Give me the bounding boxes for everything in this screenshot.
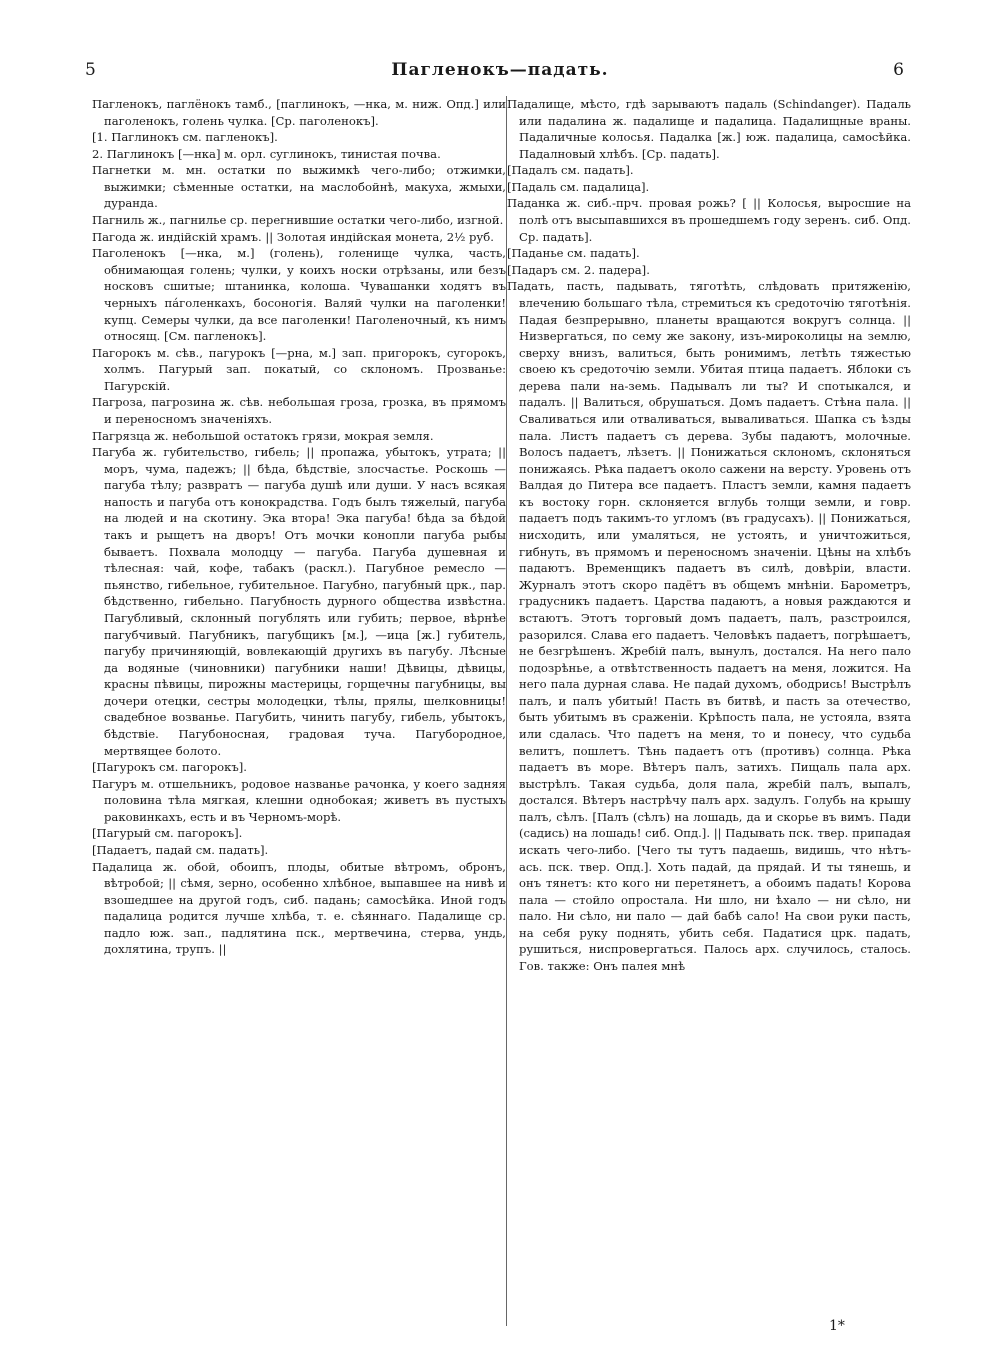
dictionary-entry: Падалица ж. обой, обоипъ, плоды, обитые вѣтромъ, обронъ, вѣтробой; || сѣмя, зерно, особенно хлѣбное, выпавшее на нивѣ и взошедшее на другой годъ, сиб. падань; самосѣйка. Иной годъ падалица родится лучше хлѣба, т. е. сѣяннаго. Падалище ср. падло юж. зап., падлятина пск., мертвечина, стерва, ундь, дохлятина, трупъ. || [92, 859, 506, 957]
page-number-right: 6 [893, 60, 905, 80]
dictionary-entry: 2. Паглинокъ [—нка] м. орл. суглинокъ, тинистая почва. [92, 146, 441, 161]
dictionary-entry: Паданка ж. сиб.-прч. провая рожь? [ || Колосья, выросшие на полѣ отъ высыпавшихся въ прошедшемъ году зеренъ. сиб. Опд. Ср. падать]. [507, 196, 911, 244]
dictionary-entry: Пагнетки м. мн. остатки по выжимкѣ чего-либо; отжимки, выжимки; сѣменные остатки, на маслобойнѣ, макуха, жмыхи, дуранда. [92, 163, 506, 211]
dictionary-entry: Пагленокъ, паглёнокъ тамб., [паглинокъ, —нка, м. ниж. Опд.] или паголенокъ, голень чулка. [Ср. паголенокъ]. [92, 97, 506, 128]
running-title: Пагленокъ—падать. [391, 60, 609, 80]
dictionary-entry: [Падаль см. падалица]. [507, 179, 650, 194]
dictionary-entry: [Падаетъ, падай см. падать]. [92, 843, 269, 858]
dictionary-entry: Пагрязца ж. небольшой остатокъ грязи, мокрая земля. [92, 428, 434, 443]
page-number-left: 5 [85, 60, 97, 80]
dictionary-entry: Пагода ж. индійскій храмъ. || Золотая индійская монета, 2½ руб. [92, 229, 494, 244]
dictionary-entry: Паголенокъ [—нка, м.] (голень), голенище чулка, часть, обнимающая голень; чулки, у коихъ носки отрѣзаны, или безъ носковъ сшитые; штанинка, колоша. Чувашанки ходятъ въ черныхъ пáголенкахъ, босоногія. Валяй чулки на паголенки! купц. Семеры чулки, да все паголенки! Паголеночный, къ нимъ относящ. [См. пагленокъ]. [92, 246, 506, 344]
dictionary-entry: [Падаръ см. 2. падера]. [507, 262, 650, 277]
dictionary-entry: [Пагурокъ см. пагорокъ]. [92, 760, 247, 775]
dictionary-entry: Падалище, мѣсто, гдѣ зарываютъ падаль (Schindanger). Падаль или падалина ж. падалище и падалица. Падалищные враны. Падаличные колосья. Падалка [ж.] юж. падалица, самосѣйка. Падалновый хлѣбъ. [Ср. падать]. [507, 97, 911, 161]
dictionary-entry: Пагниль ж., пагнилье ср. перегнившие остатки чего-либо, изгной. [92, 213, 504, 228]
dictionary-entry: [Пагурый см. пагорокъ]. [92, 826, 243, 841]
signature-mark: 1* [829, 1318, 845, 1334]
left-column [92, 96, 506, 1331]
dictionary-entry: Пагроза, пагрозина ж. сѣв. небольшая гроза, грозка, въ прямомъ и переносномъ значеніяхъ. [92, 395, 506, 426]
dictionary-entry: [Паданье см. падать]. [507, 246, 640, 261]
right-column [507, 96, 911, 1331]
dictionary-entry: Пагорокъ м. сѣв., пагурокъ [—рна, м.] зап. пригорокъ, сугорокъ, холмъ. Пагурый зап. покатый, со склономъ. Прозванье: Пагурскій. [92, 345, 506, 393]
dictionary-entry: Падать, пасть, падывать, тяготѣть, слѣдовать притяженію, влечению большаго тѣла, стремиться къ средоточію тяготѣнія. Падая безпрерывно, планеты вращаются вокругъ солнца. || Низвергаться, по сему же закону, изъ-мироколицы на землю, сверху внизъ, валиться, быть ронимимъ, летѣть тяжестью своею къ средоточію земли. Убитая птица падаетъ. Яблоки съ дерева пали на-земь. Падывалъ ли ты? И спотыкался, и падалъ. || Валиться, обрушаться. Домъ падаетъ. Стѣна пала. || Сваливаться или отваливаться, вываливаться. Шапка съ ѣзды пала. Листъ падаетъ съ дерева. Зубы падаютъ, молочные. Волосъ падаетъ, лѣзетъ. || Понижаться склономъ, склоняться понижаясь. Рѣка падаетъ около сажени на версту. Уровень отъ Валдая до Питера все падаетъ. Пластъ земли, камня падаетъ къ востоку горн. склоняется вглубь толщи земли, и говр. падаетъ подъ такимъ-то угломъ (въ градусахъ). || Понижаться, нисходить, или умаляться, не устоять, и уничтожиться, гибнуть, въ прямомъ и переносномъ значеніи. Цѣны на хлѣбъ падаютъ. Временщикъ падаетъ въ силѣ, довѣріи, власти. Журналъ этотъ скоро падётъ въ общемъ мнѣніи. Барометръ, градусникъ падаетъ. Царства падаютъ, а новыя раждаются и встаютъ. Этотъ торговый домъ падаетъ, палъ, разстроился, разорился. Слава его падаетъ. Человѣкъ падаетъ, погрѣшаетъ, не безгрѣшенъ. Жребій палъ, вынулъ, достался. На него пало подозрѣнье, а отвѣтственность падаетъ на меня, ложится. На него пала дурная слава. Не падай духомъ, ободрись! Выстрѣлъ палъ, и палъ убитый! Пасть въ битвѣ, и пасть за отечество, быть убитымъ въ сраженіи. Крѣпость пала, не устояла, взята или сдалась. Что падетъ на меня, то и понесу, что судьба велитъ, пошлетъ. Тѣнь падаетъ отъ (противъ) солнца. Рѣка падаетъ въ море. Вѣтеръ палъ, затихъ. Пищаль пала арх. выстрѣлъ. Такая судьба, доля пала, жребій палъ, выпалъ, достался. Вѣтеръ настрѣчу палъ арх. задулъ. Голубь на крышу палъ, сѣлъ. [Палъ (сѣлъ) на лошадь, да и скорье въ вимъ. Пади (садись) на лошадь! сиб. Опд.]. || Падывать пск. твер. припадая искать чего-либо. [Чего ты тутъ падаешь, видишь, что нѣтъ-ась. пск. твер. Опд.]. Хоть падай, да прядай. И ты тянешь, и онъ тянетъ: кто кого ни перетянетъ, а обоимъ падать! Корова пала — стойло опростала. Ни шло, ни ѣхало — ни сѣло, ни пало. Ни сѣло, ни пало — дай бабѣ сало! На свои руки пасть, на себя руку поднять, убить себя. Падатися црк. падать, рушиться, ниспровергаться. Палось арх. случилось, сталось. Гов. также: Онъ палея мнѣ [507, 279, 911, 974]
dictionary-entry: Пагуба ж. губительство, гибель; || пропажа, убытокъ, утрата; || моръ, чума, падежъ; || бѣда, бѣдствіе, злосчастье. Роскошь — пагуба тѣлу; развратъ — пагуба душѣ или души. У насъ всякая напость и пагуба отъ конокрадства. Годъ былъ тяжелый, пагуба на людей и на скотину. Эка втора! Эка пагуба! бѣда за бѣдой такъ и рыщетъ на дворъ! Отъ мочки конопли пагуба рыбы бываетъ. Похвала молодцу — пагуба. Пагуба душевная и тѣлесная: чай, кофе, табакъ (раскл.). Пагубное ремесло — пьянство, гибельное, губительное. Пагубно, пагубный црк., пар. бѣдственно, гибельно. Пагубность дурного общества извѣстна. Пагубливый, склонный погублять или губить; первое, вѣрнѣе пагубчивый. Пагубникъ, пагубщикъ [м.], —ица [ж.] губитель, пагубу причиняющій, вовлекающій другихъ въ пагубу. Лѣсные да водяные (чиновники) пагубники наши! Дѣвицы, дѣвицы, красны пѣвицы, пирожны мастерицы, горщечны пагубницы, вы дочери отецки, сестры молодецки, тѣлы, прялы, шелковницы! свадебное возванье. Пагубить, чинить пагубу, гибель, убытокъ, бѣдствіе. Пагубоносная, градовая туча. Пагубородное, мертвящее болото. [92, 445, 506, 758]
dictionary-entry: [Падалъ см. падать]. [507, 163, 634, 178]
dictionary-entry: Пагуръ м. отшельникъ, родовое названье рачонка, у коего задняя половина тѣла мягкая, клешни однобокая; живетъ въ пустыхъ раковинкахъ, есть и въ Черномъ-морѣ. [92, 776, 506, 824]
dictionary-entry: [1. Паглинокъ см. пагленокъ]. [92, 130, 278, 145]
